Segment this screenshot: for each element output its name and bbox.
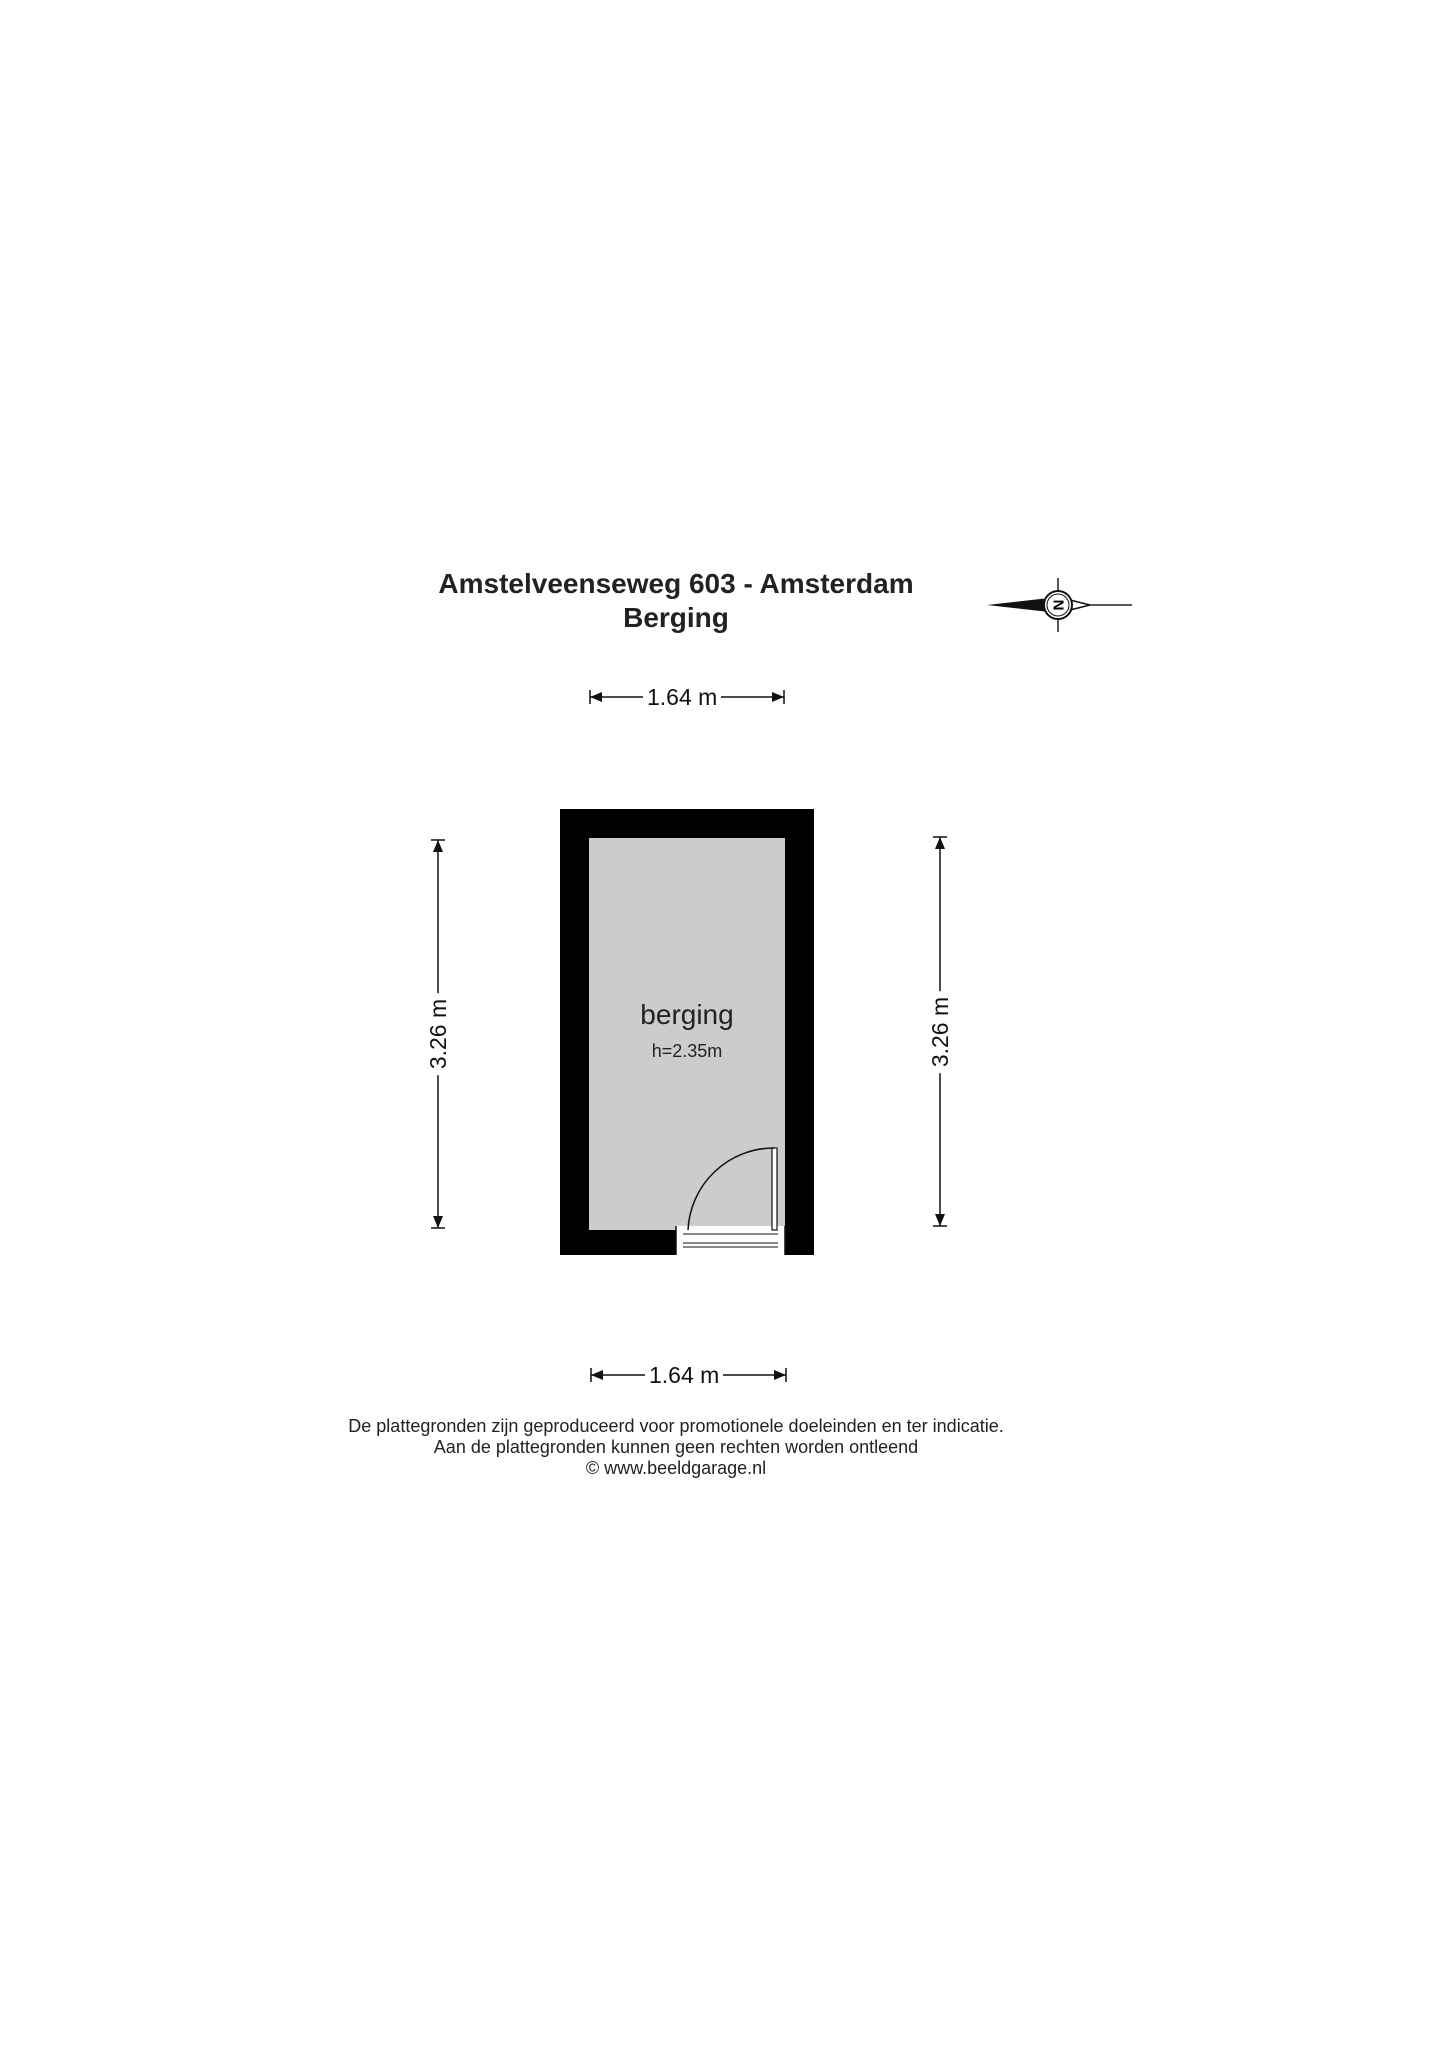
bottom-width-label: 1.64 m: [645, 1362, 723, 1388]
copyright-line: © www.beeldgarage.nl: [585, 1458, 767, 1478]
page-title: Amstelveenseweg 603 - Amsterdam: [438, 568, 914, 599]
disclaimer-line-1: De plattegronden zijn geproduceerd voor promotionele doeleinden en ter indicatie.: [348, 1416, 1004, 1436]
room-height-label: h=2.35m: [651, 1041, 723, 1061]
page-subtitle: Berging: [623, 602, 729, 633]
compass-letter: N: [1049, 599, 1067, 611]
right-height-label: 3.26 m: [927, 991, 953, 1073]
north-arrow-icon: [987, 578, 1132, 632]
room-name: berging: [640, 999, 734, 1030]
top-width-label: 1.64 m: [643, 684, 721, 710]
left-height-label: 3.26 m: [425, 993, 451, 1075]
room-floor: [589, 838, 785, 1230]
disclaimer-line-2: Aan de plattegronden kunnen geen rechten worden ontleend: [433, 1437, 919, 1457]
